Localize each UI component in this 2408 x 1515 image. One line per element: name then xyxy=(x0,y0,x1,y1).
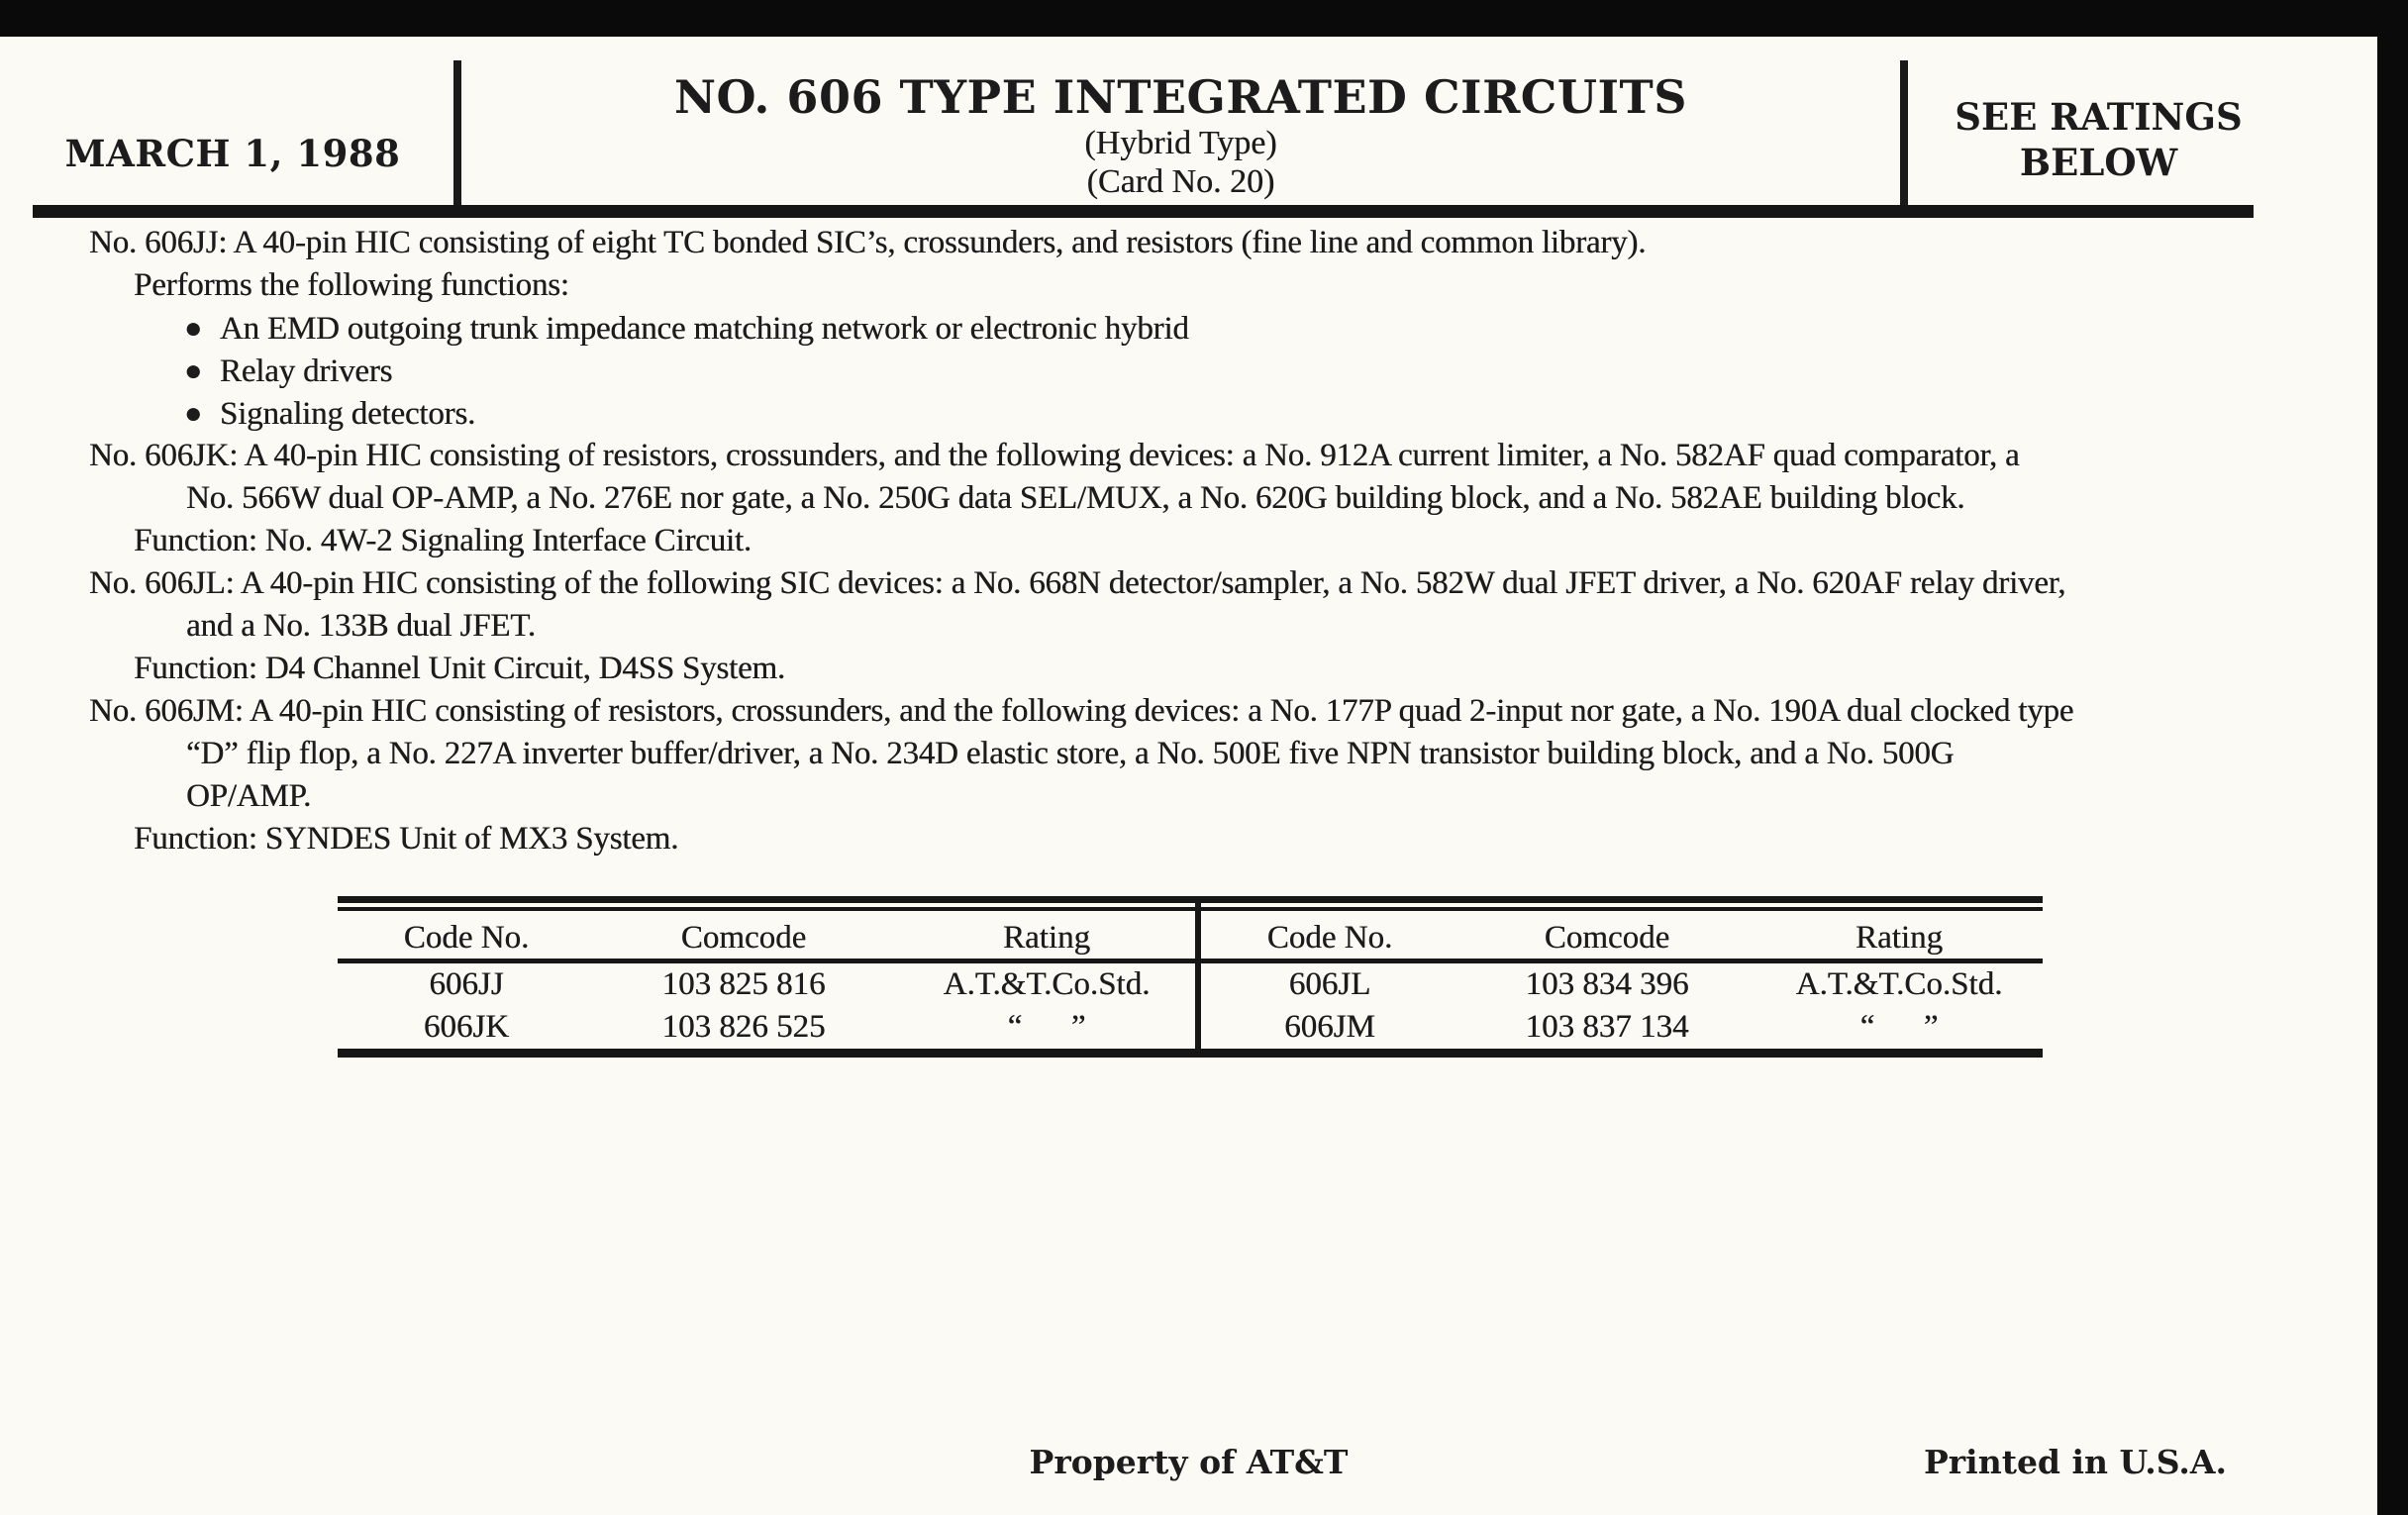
document-page xyxy=(0,37,2377,1515)
column-header-code-right: Code No. xyxy=(1266,920,1393,956)
table-center-divider xyxy=(1195,896,1201,1058)
cell-code: 606JL xyxy=(1288,966,1371,1002)
cell-rating: A.T.&T.Co.Std. xyxy=(943,966,1151,1002)
entry-606jm-continuation-2: OP/AMP. xyxy=(186,778,312,814)
table-rule-bottom xyxy=(338,1049,2043,1058)
ratings-table xyxy=(338,896,2043,1058)
bullet-icon: ● xyxy=(184,397,202,430)
property-notice: Property of AT&T xyxy=(1029,1443,1349,1481)
bullet-text: An EMD outgoing trunk impedance matching network or electronic hybrid xyxy=(219,311,1189,347)
column-header-rating-right: Rating xyxy=(1856,920,1943,956)
see-ratings-note xyxy=(1908,94,2289,185)
header-divider-right xyxy=(1900,60,1908,209)
entry-606jk-function: Function: No. 4W-2 Signaling Interface Circuit. xyxy=(134,523,752,558)
table-header-row xyxy=(338,911,2043,959)
column-header-comcode-left: Comcode xyxy=(680,920,807,956)
table-body xyxy=(338,911,2043,1049)
cell-code: 606JM xyxy=(1284,1009,1375,1045)
cell-comcode: 103 826 525 xyxy=(661,1009,826,1045)
cell-rating-ditto: “ ” xyxy=(1007,1009,1086,1045)
entry-606jl-function: Function: D4 Channel Unit Circuit, D4SS System. xyxy=(134,651,785,686)
header-rule xyxy=(33,205,2254,218)
subtitle-card-no: (Card No. 20) xyxy=(1086,163,1275,200)
cell-comcode: 103 837 134 xyxy=(1525,1009,1689,1045)
printed-in-usa-notice: Printed in U.S.A. xyxy=(1923,1443,2227,1481)
entry-606jm-lead: No. 606JM: A 40-pin HIC consisting of resistors, crossunders, and the following devices: a No. 177P quad 2-input nor gate, a No. 190A dual clocked type xyxy=(89,693,2074,729)
header-title-block xyxy=(461,70,1900,201)
bullet-text: Relay drivers xyxy=(219,354,393,389)
entry-606jk-lead: No. 606JK: A 40-pin HIC consisting of resistors, crossunders, and the following devices: a No. 912A current limiter, a No. 582AF quad comparator, a xyxy=(89,438,2020,473)
cell-code: 606JJ xyxy=(429,966,504,1002)
column-header-code-left: Code No. xyxy=(403,920,530,956)
bullet-icon: ● xyxy=(184,354,202,387)
entry-606jj-bullet-3 xyxy=(0,392,2377,435)
cell-rating: A.T.&T.Co.Std. xyxy=(1795,966,2003,1002)
issue-date: MARCH 1, 1988 xyxy=(64,132,401,175)
page-title: NO. 606 TYPE INTEGRATED CIRCUITS xyxy=(673,70,1687,124)
bullet-text: Signaling detectors. xyxy=(219,396,476,432)
table-row xyxy=(338,1006,2043,1049)
table-rule-top-thick xyxy=(338,896,2043,903)
header-divider-left xyxy=(453,60,461,209)
entry-606jk-continuation: No. 566W dual OP-AMP, a No. 276E nor gate, a No. 250G data SEL/MUX, a No. 620G building block, and a No. 582AE building block. xyxy=(186,480,1965,516)
cell-comcode: 103 834 396 xyxy=(1525,966,1689,1002)
entry-606jj-bullet-1 xyxy=(0,307,2377,350)
entry-606jm-continuation-1: “D” flip flop, a No. 227A inverter buffer/driver, a No. 234D elastic store, a No. 500E five NPN transistor building block, and a No. 500G xyxy=(186,736,1955,771)
entry-606jj-lead: No. 606JJ: A 40-pin HIC consisting of eight TC bonded SIC’s, crossunders, and resistors (fine line and common library). xyxy=(89,225,1647,260)
entry-606jl-continuation: and a No. 133B dual JFET. xyxy=(186,608,536,644)
bullet-icon: ● xyxy=(184,312,202,345)
description-text-block xyxy=(0,222,2377,860)
scan-border-top xyxy=(0,0,2408,37)
entry-606jj-bullet-2 xyxy=(0,350,2377,392)
cell-code: 606JK xyxy=(423,1009,510,1045)
entry-606jl-lead: No. 606JL: A 40-pin HIC consisting of the following SIC devices: a No. 668N detector/sampler, a No. 582W dual JFET driver, a No. 620AF relay driver, xyxy=(89,565,2066,601)
subtitle-hybrid-type: (Hybrid Type) xyxy=(1084,125,1277,161)
column-header-rating-left: Rating xyxy=(1003,920,1090,956)
see-ratings-line2: BELOW xyxy=(2019,141,2178,184)
see-ratings-line1: SEE RATINGS xyxy=(1955,95,2243,139)
cell-comcode: 103 825 816 xyxy=(661,966,826,1002)
entry-606jj-performs: Performs the following functions: xyxy=(134,267,569,303)
column-header-comcode-right: Comcode xyxy=(1544,920,1670,956)
cell-rating-ditto: “ ” xyxy=(1859,1009,1939,1045)
table-row xyxy=(338,963,2043,1006)
scan-border-right xyxy=(2377,0,2408,1515)
entry-606jm-function: Function: SYNDES Unit of MX3 System. xyxy=(134,821,679,857)
